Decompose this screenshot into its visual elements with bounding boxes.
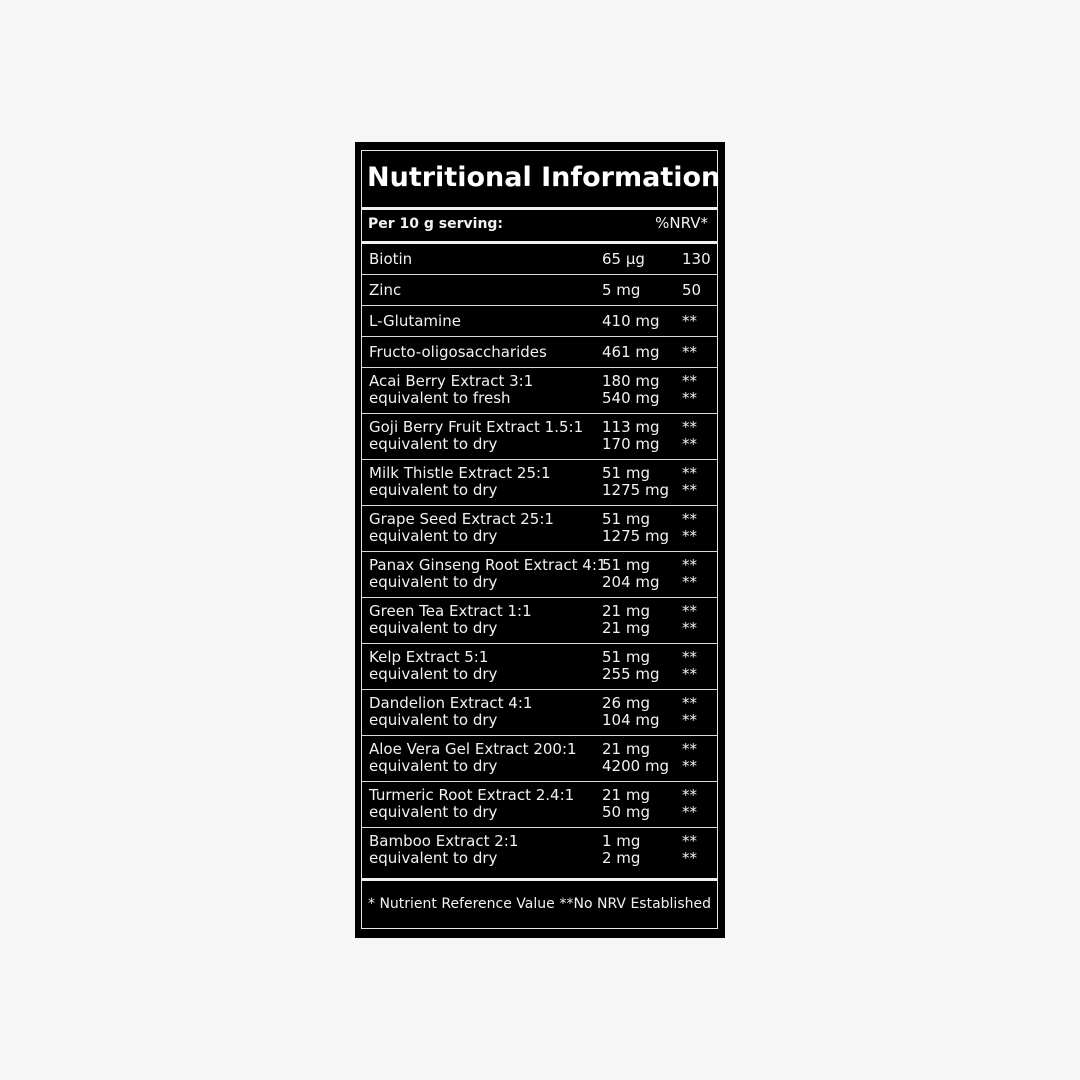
nutrient-name-cell <box>369 344 547 361</box>
nutrient-nrv-cell <box>682 282 701 299</box>
nutrient-name: Milk Thistle Extract 25:1 <box>369 464 551 482</box>
nutrient-amount-cell <box>602 695 660 729</box>
nutrient-name-cell <box>369 465 551 499</box>
nutrient-row <box>362 644 717 690</box>
nutrient-nrv: 130 <box>682 250 711 268</box>
nutrient-amount: 410 mg <box>602 312 660 330</box>
nutrient-nrv: ** <box>682 786 697 804</box>
nutrient-amount-cell <box>602 833 640 867</box>
nutrient-nrv: ** <box>682 372 697 390</box>
equivalent-amount: 170 mg <box>602 435 660 453</box>
nutrient-amount-cell <box>602 344 660 361</box>
nutrient-row <box>362 506 717 552</box>
equivalent-nrv: ** <box>682 803 697 821</box>
nutrient-name: Green Tea Extract 1:1 <box>369 602 532 620</box>
nutrient-amount: 21 mg <box>602 602 650 620</box>
equivalent-amount: 540 mg <box>602 389 660 407</box>
nrv-column-header: %NRV* <box>655 214 708 232</box>
nutrient-equivalent: equivalent to dry <box>369 573 498 591</box>
nutrient-amount-cell <box>602 465 669 499</box>
nutrient-nrv-cell <box>682 511 697 545</box>
nutrient-nrv: ** <box>682 602 697 620</box>
nutrient-amount-cell <box>602 649 660 683</box>
nutrient-nrv-cell <box>682 787 697 821</box>
nutrient-equivalent: equivalent to dry <box>369 619 498 637</box>
nutrient-amount-cell <box>602 603 650 637</box>
nutrient-nrv: ** <box>682 510 697 528</box>
nutrient-name-cell <box>369 373 533 407</box>
nutrient-name-cell <box>369 833 518 867</box>
footnote-no-nrv: **No NRV Established <box>559 896 711 912</box>
nutrient-name: Zinc <box>369 281 402 299</box>
nutrient-nrv-cell <box>682 344 697 361</box>
equivalent-amount: 2 mg <box>602 849 641 867</box>
nutrient-equivalent: equivalent to dry <box>369 481 498 499</box>
nutrient-nrv: ** <box>682 464 697 482</box>
nutrient-name-cell <box>369 741 577 775</box>
equivalent-nrv: ** <box>682 527 697 545</box>
nutrient-amount: 65 µg <box>602 250 645 268</box>
nutrient-row <box>362 368 717 414</box>
nutrient-nrv: ** <box>682 312 697 330</box>
nutrient-amount: 180 mg <box>602 372 660 390</box>
equivalent-nrv: ** <box>682 389 697 407</box>
nutrient-amount: 21 mg <box>602 740 650 758</box>
nutrient-name: Biotin <box>369 250 413 268</box>
footnote-nrv: * Nutrient Reference Value <box>368 896 555 912</box>
nutrient-table <box>362 244 717 874</box>
nutrient-name: Acai Berry Extract 3:1 <box>369 372 534 390</box>
nutrient-name: Panax Ginseng Root Extract 4:1 <box>369 556 607 574</box>
nutrient-amount: 51 mg <box>602 556 650 574</box>
equivalent-amount: 255 mg <box>602 665 660 683</box>
nutrient-nrv-cell <box>682 741 697 775</box>
equivalent-amount: 1275 mg <box>602 481 670 499</box>
nutrient-row <box>362 598 717 644</box>
nutrient-amount: 113 mg <box>602 418 660 436</box>
nutrient-nrv-cell <box>682 833 697 867</box>
equivalent-nrv: ** <box>682 757 697 775</box>
nutrient-nrv: ** <box>682 556 697 574</box>
nutrient-amount-cell <box>602 313 660 330</box>
nutrient-amount-cell <box>602 419 660 453</box>
nutrient-nrv: ** <box>682 343 697 361</box>
nutrient-nrv: ** <box>682 740 697 758</box>
nutrient-equivalent: equivalent to dry <box>369 435 498 453</box>
nutrient-name: Goji Berry Fruit Extract 1.5:1 <box>369 418 584 436</box>
nutrient-amount-cell <box>602 511 669 545</box>
equivalent-amount: 104 mg <box>602 711 660 729</box>
nutrient-name: L-Glutamine <box>369 312 461 330</box>
nutrient-name: Kelp Extract 5:1 <box>369 648 489 666</box>
nutrient-nrv: ** <box>682 648 697 666</box>
nutrient-name-cell <box>369 787 574 821</box>
equivalent-nrv: ** <box>682 435 697 453</box>
nutrient-amount-cell <box>602 557 660 591</box>
nutrient-row <box>362 552 717 598</box>
nutrient-name-cell <box>369 511 554 545</box>
nutrient-name-cell <box>369 649 497 683</box>
nutrient-nrv: 50 <box>682 281 702 299</box>
equivalent-nrv: ** <box>682 849 697 867</box>
equivalent-amount: 4200 mg <box>602 757 670 775</box>
equivalent-nrv: ** <box>682 665 697 683</box>
nutrient-name-cell <box>369 419 583 453</box>
nutrient-equivalent: equivalent to dry <box>369 527 498 545</box>
nutrition-label <box>355 142 725 938</box>
nutrient-row <box>362 337 717 368</box>
nutrient-amount-cell <box>602 282 640 299</box>
nutrient-nrv-cell <box>682 419 697 453</box>
equivalent-amount: 21 mg <box>602 619 650 637</box>
nutrient-amount: 51 mg <box>602 510 650 528</box>
nutrient-name-cell <box>369 251 412 268</box>
nutrient-row <box>362 460 717 506</box>
equivalent-amount: 1275 mg <box>602 527 670 545</box>
nutrient-equivalent: equivalent to dry <box>369 711 498 729</box>
footer-divider <box>362 878 717 881</box>
label-title: Nutritional Information <box>367 162 721 193</box>
nutrient-amount: 51 mg <box>602 464 650 482</box>
nutrient-nrv-cell <box>682 695 697 729</box>
title-divider <box>362 207 717 210</box>
nutrient-name: Bamboo Extract 2:1 <box>369 832 519 850</box>
nutrient-amount-cell <box>602 251 645 268</box>
nutrient-amount-cell <box>602 373 660 407</box>
nutrient-row <box>362 244 717 275</box>
nutrient-nrv-cell <box>682 313 697 330</box>
equivalent-amount: 204 mg <box>602 573 660 591</box>
nutrient-row <box>362 828 717 874</box>
nutrient-nrv-cell <box>682 251 711 268</box>
nutrient-equivalent: equivalent to dry <box>369 803 498 821</box>
nutrient-nrv: ** <box>682 418 697 436</box>
equivalent-nrv: ** <box>682 573 697 591</box>
nutrient-amount-cell <box>602 741 669 775</box>
nutrient-amount-cell <box>602 787 650 821</box>
nutrient-equivalent: equivalent to dry <box>369 757 498 775</box>
nutrient-amount: 26 mg <box>602 694 650 712</box>
serving-size: Per 10 g serving: <box>368 216 504 232</box>
equivalent-amount: 50 mg <box>602 803 650 821</box>
nutrient-amount: 1 mg <box>602 832 641 850</box>
nutrient-nrv-cell <box>682 603 697 637</box>
nutrient-name-cell <box>369 603 532 637</box>
nutrient-name: Grape Seed Extract 25:1 <box>369 510 554 528</box>
equivalent-nrv: ** <box>682 711 697 729</box>
nutrient-amount: 21 mg <box>602 786 650 804</box>
nutrient-row <box>362 690 717 736</box>
nutrient-name-cell <box>369 313 461 330</box>
nutrient-nrv: ** <box>682 694 697 712</box>
nutrient-amount: 461 mg <box>602 343 660 361</box>
nutrient-nrv-cell <box>682 465 697 499</box>
nutrient-row <box>362 414 717 460</box>
nutrient-row <box>362 782 717 828</box>
nutrient-nrv: ** <box>682 832 697 850</box>
nutrient-equivalent: equivalent to dry <box>369 665 498 683</box>
nutrient-row <box>362 736 717 782</box>
equivalent-nrv: ** <box>682 481 697 499</box>
nutrient-equivalent: equivalent to fresh <box>369 389 511 407</box>
nutrient-row <box>362 275 717 306</box>
nutrient-name-cell <box>369 282 401 299</box>
nutrient-nrv-cell <box>682 373 697 407</box>
nutrient-name: Fructo-oligosaccharides <box>369 343 547 361</box>
equivalent-nrv: ** <box>682 619 697 637</box>
nutrient-name: Turmeric Root Extract 2.4:1 <box>369 786 575 804</box>
nutrient-name-cell <box>369 557 606 591</box>
nutrient-amount: 5 mg <box>602 281 641 299</box>
nutrient-name-cell <box>369 695 532 729</box>
nutrient-nrv-cell <box>682 649 697 683</box>
nutrient-equivalent: equivalent to dry <box>369 849 498 867</box>
nutrient-name: Aloe Vera Gel Extract 200:1 <box>369 740 577 758</box>
nutrient-nrv-cell <box>682 557 697 591</box>
nutrition-label-frame <box>361 150 721 929</box>
nutrient-row <box>362 306 717 337</box>
nutrient-amount: 51 mg <box>602 648 650 666</box>
nutrient-name: Dandelion Extract 4:1 <box>369 694 533 712</box>
